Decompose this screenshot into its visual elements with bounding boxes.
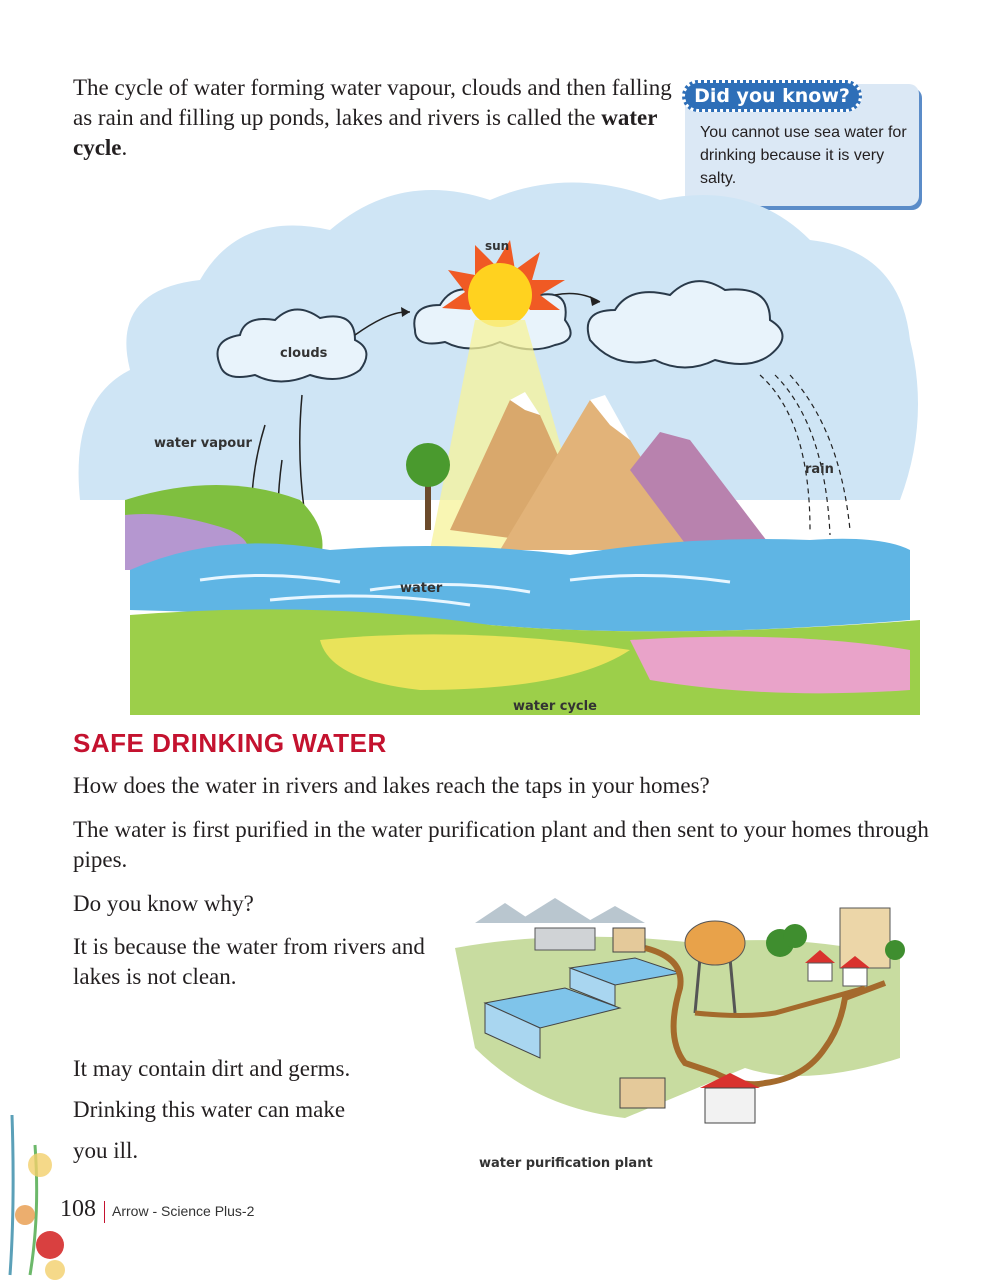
label-water-vapour: water vapour [154, 436, 252, 451]
label-clouds: clouds [280, 346, 328, 361]
filter-house-icon [620, 1078, 665, 1108]
paragraph-taps: How does the water in rivers and lakes reach the taps in your homes? [73, 773, 710, 798]
dam-icon [535, 928, 595, 950]
label-rain: rain [805, 462, 834, 477]
flower-decoration [0, 1105, 75, 1280]
paragraph-dirt-germs: It may contain dirt and germs. Drinking this water can make you ill. [73, 1056, 351, 1163]
section-heading: SAFE DRINKING WATER [73, 728, 387, 758]
footer-separator [104, 1201, 105, 1223]
paragraph-not-clean: It is because the water from rivers and lakes is not clean. [73, 934, 425, 989]
page-number: 108 [60, 1196, 96, 1222]
did-you-know-title: Did you know? [682, 80, 862, 112]
water-cycle-illustration [70, 170, 930, 715]
water-cycle-caption: water cycle [513, 699, 597, 714]
label-water: water [400, 581, 443, 596]
paragraph-why: Do you know why? [73, 891, 254, 916]
paragraph-purified: The water is first purified in the water purification plant and then sent to your homes through pipes. [73, 817, 929, 872]
distant-mountains [475, 898, 645, 923]
pump-house-icon [613, 928, 645, 952]
did-you-know-text: You cannot use sea water for drinking because it is very salty. [700, 124, 907, 187]
intro-paragraph: The cycle of water forming water vapour, clouds and then falling as rain and filling up ponds, lakes and rivers is called the water cycle. [73, 75, 672, 160]
purification-caption: water purification plant [479, 1156, 653, 1171]
page-footer [60, 1196, 254, 1228]
building-icon [840, 908, 890, 968]
label-sun: sun [485, 239, 510, 253]
water-cycle-term: water cycle [73, 105, 658, 160]
book-title: Arrow - Science Plus-2 [112, 1203, 255, 1219]
water-purification-illustration [445, 888, 905, 1148]
